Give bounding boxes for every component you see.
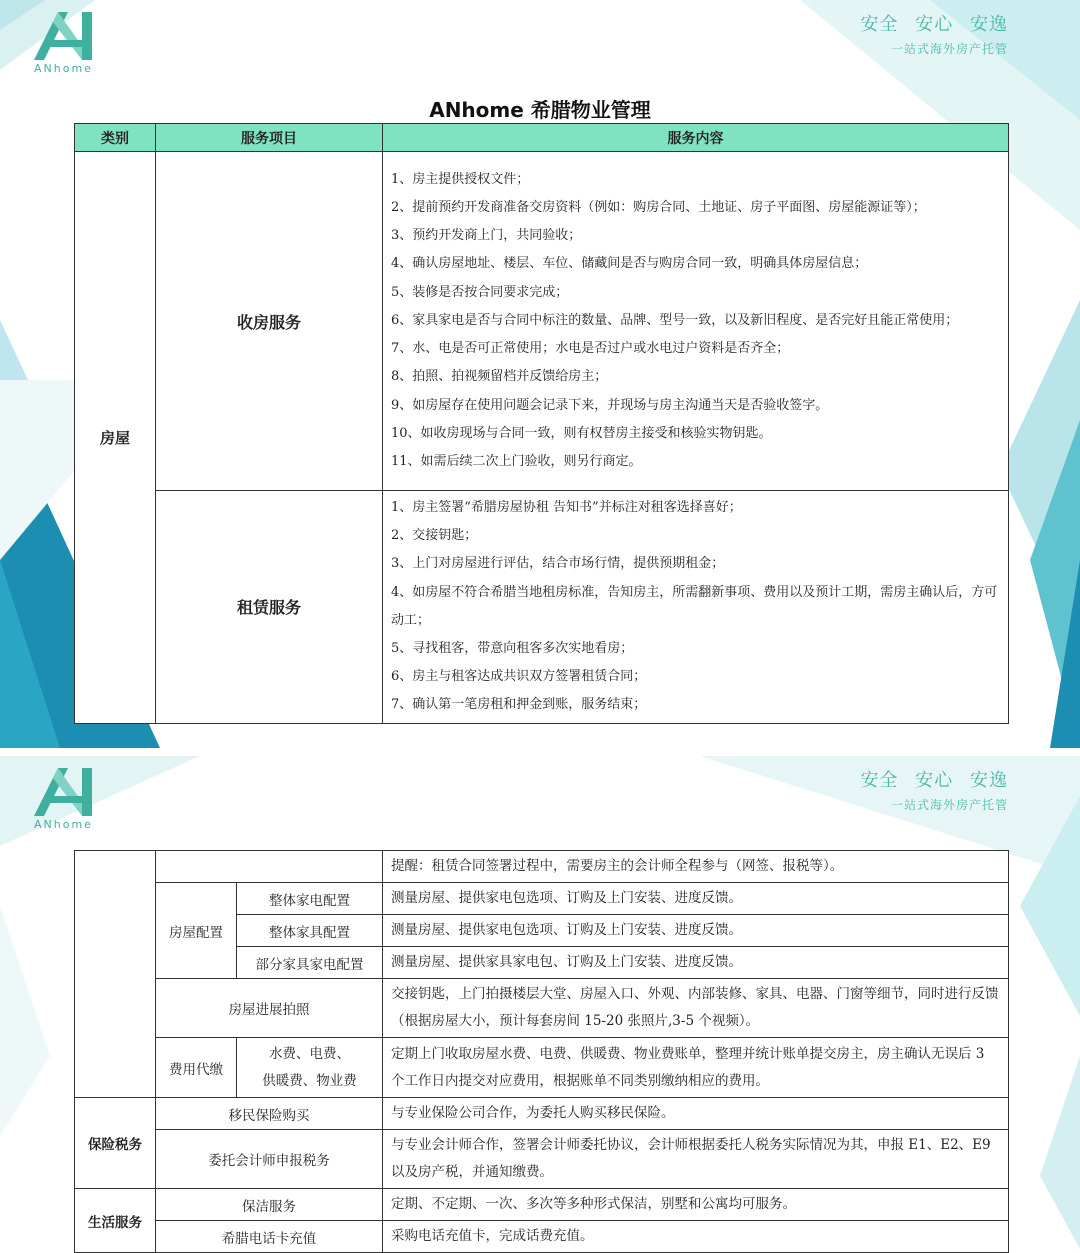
category-housing: 房屋 <box>75 152 156 724</box>
document-title: ANhome 希腊物业管理 <box>429 98 651 122</box>
config-item: 整体家具配置 <box>237 915 383 947</box>
service-table-part-1 <box>74 123 1009 724</box>
table-row <box>75 1130 1009 1189</box>
reminder-item-cell <box>156 851 383 883</box>
list-item: 1、房主签署“希腊房屋协租 告知书”并标注对租客选择喜好； <box>391 500 742 515</box>
phone-topup-item: 希腊电话卡充值 <box>156 1221 383 1253</box>
table-row <box>75 851 1009 883</box>
list-item: 1、房主提供授权文件； <box>391 171 530 187</box>
config-content: 测量房屋、提供家电包选项、订购及上门安装、进度反馈。 <box>383 883 1009 915</box>
rental-content <box>383 491 1009 724</box>
table-row <box>75 1098 1009 1130</box>
header-category: 类别 <box>75 124 156 152</box>
logo-text-2: ANhome <box>34 818 93 831</box>
list-item: 3、上门对房屋进行评估，结合市场行情，提供预期租金； <box>391 556 725 572</box>
cleaning-item: 保洁服务 <box>156 1189 383 1221</box>
list-item: 2、交接钥匙； <box>391 528 478 544</box>
logo-mark-icon <box>32 766 98 818</box>
table-row <box>75 883 1009 915</box>
fee-content: 定期上门收取房屋水费、电费、供暖费、物业费账单，整理并统计账单提交房主，房主确认无误后 3 个工作日内提交对应费用，根据账单不同类别缴纳相应的费用。 <box>383 1038 1009 1098</box>
list-item: 4、如房屋不符合希腊当地租房标准，告知房主，所需翻新事项、费用以及预计工期，需房主确认后，方可动工； <box>391 584 998 628</box>
list-item: 9、如房屋存在使用问题会记录下来，并现场与房主沟通当天是否验收签字。 <box>391 397 829 413</box>
category-insurance-tax: 保险税务 <box>75 1098 156 1189</box>
slogan-2 <box>861 766 1008 813</box>
progress-item: 房屋进展拍照 <box>156 979 383 1038</box>
slogan-sub-2: 一站式海外房产托管 <box>890 798 1008 812</box>
table-row <box>75 1189 1009 1221</box>
table-row <box>75 1221 1009 1253</box>
header-service-item: 服务项目 <box>156 124 383 152</box>
tax-content: 与专业会计师合作，签署会计师委托协议，会计师根据委托人税务实际情况为其，申报 E1、E2、E9 以及房产税，并通知缴费。 <box>383 1130 1009 1189</box>
table-row <box>75 491 1009 724</box>
list-item: 8、拍照、拍视频留档并反馈给房主； <box>391 369 608 385</box>
table-row <box>75 152 1009 491</box>
slogan-main: 安全 安心 安逸 <box>860 14 1008 35</box>
reminder-text: 提醒：租赁合同签署过程中，需要房主的会计师全程参与（网签、报税等）。 <box>383 851 1009 883</box>
service-handover: 收房服务 <box>156 152 383 491</box>
handover-content <box>383 152 1009 491</box>
list-item: 6、家具家电是否与合同中标注的数量、品牌、型号一致，以及新旧程度、是否完好且能正常使用； <box>391 312 959 328</box>
list-item: 5、装修是否按合同要求完成； <box>391 284 569 300</box>
list-item: 10、如收房现场与合同一致，则有权替房主接受和核验实物钥匙。 <box>391 425 772 441</box>
slogan <box>861 10 1008 57</box>
category-housing-continued <box>75 851 156 1098</box>
list-item: 3、预约开发商上门，共同验收； <box>391 228 582 244</box>
insurance-content: 与专业保险公司合作，为委托人购买移民保险。 <box>383 1098 1009 1130</box>
list-item: 4、确认房屋地址、楼层、车位、储藏间是否与购房合同一致，明确具体房屋信息； <box>391 256 868 272</box>
logo-mark-icon <box>32 10 98 62</box>
config-item: 部分家具家电配置 <box>237 947 383 979</box>
config-item: 整体家电配置 <box>237 883 383 915</box>
list-item: 2、提前预约开发商准备交房资料（例如：购房合同、土地证、房子平面图、房屋能源证等）； <box>391 200 926 216</box>
page-gap <box>0 748 1080 756</box>
fee-item-line-2: 供暖费、物业费 <box>262 1072 357 1089</box>
config-content: 测量房屋、提供家电包选项、订购及上门安装、进度反馈。 <box>383 915 1009 947</box>
list-item: 11、如需后续二次上门验收，则另行商定。 <box>391 453 642 469</box>
config-content: 测量房屋、提供家具家电包、订购及上门安装、进度反馈。 <box>383 947 1009 979</box>
cleaning-content: 定期、不定期、一次、多次等多种形式保洁，别墅和公寓均可服务。 <box>383 1189 1009 1221</box>
list-item: 7、水、电是否可正常使用；水电是否过户或水电过户资料是否齐全； <box>391 341 790 357</box>
progress-content: 交接钥匙，上门拍摄楼层大堂、房屋入口、外观、内部装修、家具、电器、门窗等细节，同时进行反馈（根据房屋大小，预计每套房间 15-20 张照片,3-5 个视频）。 <box>383 979 1009 1038</box>
phone-topup-content: 采购电话充值卡，完成话费充值。 <box>383 1221 1009 1253</box>
service-table-part-2 <box>74 850 1009 1253</box>
fee-group: 费用代缴 <box>156 1038 237 1098</box>
list-item: 5、寻找租客，带意向租客多次实地看房； <box>391 641 634 657</box>
config-group: 房屋配置 <box>156 883 237 979</box>
logo-text: ANhome <box>34 62 93 75</box>
service-rental: 租赁服务 <box>156 491 383 724</box>
fee-item-line-1: 水费、电费、 <box>269 1045 350 1062</box>
list-item: 7、确认第一笔房租和押金到账，服务结束； <box>391 697 647 713</box>
header-service-content: 服务内容 <box>383 124 1009 152</box>
fee-item <box>237 1038 383 1098</box>
insurance-item: 移民保险购买 <box>156 1098 383 1130</box>
slogan-sub: 一站式海外房产托管 <box>890 42 1008 56</box>
table-header-row <box>75 124 1009 152</box>
category-life-service: 生活服务 <box>75 1189 156 1253</box>
tax-item: 委托会计师申报税务 <box>156 1130 383 1189</box>
table-row <box>75 979 1009 1038</box>
slogan-main-2: 安全 安心 安逸 <box>860 770 1008 791</box>
list-item: 6、房主与租客达成共识双方签署租赁合同； <box>391 669 647 685</box>
